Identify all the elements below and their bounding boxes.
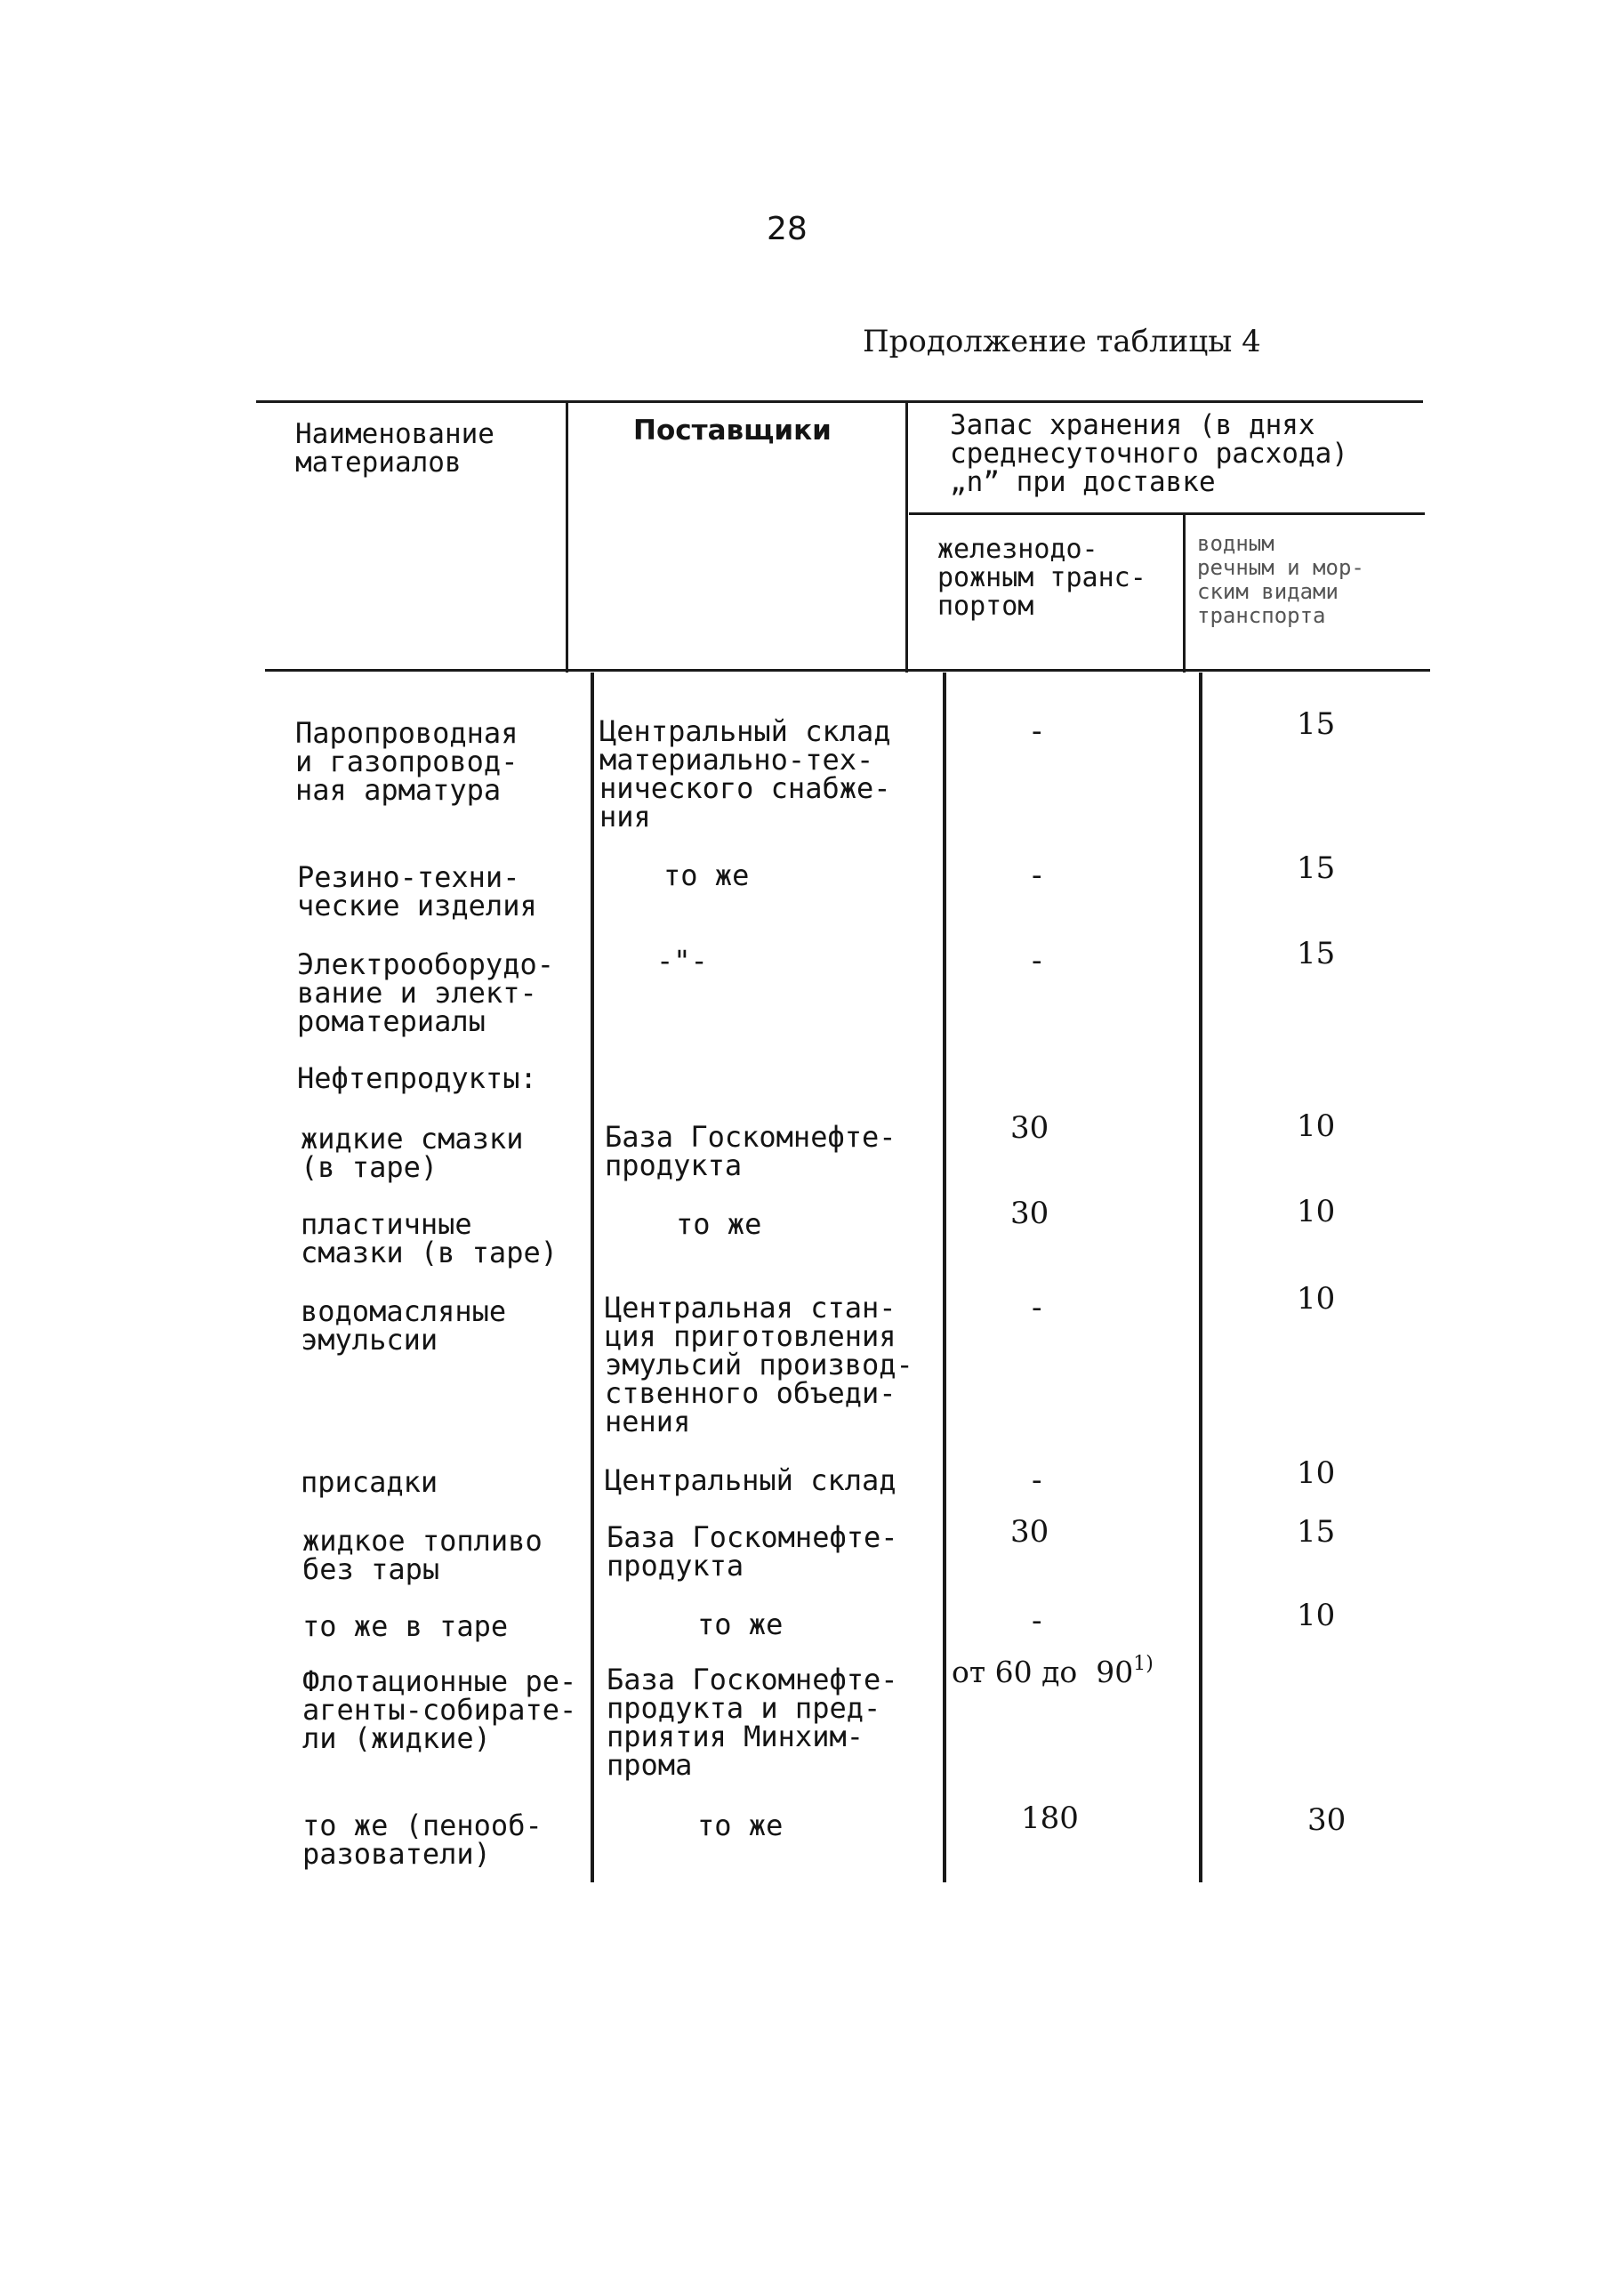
row-4-name: Нефтепродукты: xyxy=(297,1061,537,1095)
row-8-other: 10 xyxy=(1297,1455,1336,1491)
row-8-supplier: Центральный склад xyxy=(605,1463,896,1497)
row-12-rail: 180 xyxy=(1021,1801,1079,1836)
row-5-supplier: База Госкомнефте- продукта xyxy=(605,1120,896,1182)
row-8-name: присадки xyxy=(301,1465,438,1499)
row-6-other: 10 xyxy=(1297,1194,1336,1229)
row-10-rail: - xyxy=(1032,1603,1042,1639)
row-5-name: жидкие смазки (в таре) xyxy=(301,1122,524,1184)
table-top-rule xyxy=(256,400,1423,403)
row-7-name: водомасляные эмульсии xyxy=(301,1294,507,1357)
row-12-name: то же (пенооб- разователи) xyxy=(302,1809,543,1871)
page-number: 28 xyxy=(767,211,808,247)
row-12-other: 30 xyxy=(1307,1802,1347,1838)
row-10-supplier: то же xyxy=(697,1607,784,1641)
row-1-other: 15 xyxy=(1297,706,1336,742)
row-1-name: Паропроводная и газопровод- ная арматура xyxy=(295,716,519,807)
row-7-supplier: Центральная стан- ция приготовления эмульсий производ- ственного объеди- нения xyxy=(605,1291,913,1438)
footnote-marker: 1) xyxy=(1133,1653,1154,1675)
header-materials: Наименование материалов xyxy=(295,418,494,479)
header-rail-transport: железнодо- рожным транс- портом xyxy=(937,534,1146,622)
row-3-other: 15 xyxy=(1297,936,1336,971)
row-2-other: 15 xyxy=(1297,850,1336,886)
row-1-supplier: Центральный склад материально-тех- нического снабже- ния xyxy=(599,714,891,834)
col-divider-2-body xyxy=(943,673,946,1882)
row-2-rail: - xyxy=(1032,858,1042,893)
row-7-other: 10 xyxy=(1297,1281,1336,1317)
row-7-rail: - xyxy=(1032,1290,1042,1325)
table-caption: Продолжение таблицы 4 xyxy=(863,324,1261,359)
row-6-name: пластичные смазки (в таре) xyxy=(301,1207,558,1269)
row-9-supplier: База Госкомнефте- продукта xyxy=(607,1520,898,1583)
header-suppliers: Поставщики xyxy=(633,415,832,447)
row-11-name: Флотационные ре- агенты-собирате- ли (жидкие) xyxy=(302,1664,577,1755)
row-1-rail: - xyxy=(1032,713,1042,749)
row-2-supplier: то же xyxy=(663,858,750,892)
header-water-transport: водным речным и мор- ским видами транспорта xyxy=(1197,531,1364,628)
row-10-name: то же в таре xyxy=(302,1609,509,1643)
subheader-rule xyxy=(909,512,1425,515)
row-5-rail: 30 xyxy=(1010,1110,1049,1146)
row-5-other: 10 xyxy=(1297,1108,1336,1144)
col-divider-1 xyxy=(566,400,568,673)
col-divider-3 xyxy=(1183,514,1186,673)
row-6-supplier: то же xyxy=(676,1207,762,1241)
row-2-name: Резино-техни- ческие изделия xyxy=(297,860,537,922)
col-divider-2 xyxy=(905,400,908,673)
row-9-name: жидкое топливо без тары xyxy=(302,1524,543,1586)
row-11-supplier: База Госкомнефте- продукта и пред- приятия Минхим- прома xyxy=(607,1663,898,1782)
row-10-other: 10 xyxy=(1297,1598,1336,1633)
row-8-rail: - xyxy=(1032,1462,1042,1498)
row-9-rail: 30 xyxy=(1010,1514,1049,1550)
row-11-rail-span xyxy=(952,1653,1154,1689)
row-3-name: Электрооборудо- вание и элект- роматериалы xyxy=(297,947,554,1038)
col-divider-1-body xyxy=(591,673,594,1882)
col-divider-3-body xyxy=(1199,673,1202,1882)
row-3-rail: - xyxy=(1032,943,1042,979)
row-12-supplier: то же xyxy=(697,1809,784,1842)
row-3-supplier: -"- xyxy=(656,944,708,978)
row-11-rail-value: от 60 до 90 xyxy=(952,1655,1134,1689)
row-6-rail: 30 xyxy=(1010,1196,1049,1231)
header-storage-reserve: Запас хранения (в днях среднесуточного расхода) „n” при доставке xyxy=(950,409,1348,498)
row-9-other: 15 xyxy=(1297,1514,1336,1550)
table-header-bottom-rule xyxy=(265,669,1430,672)
